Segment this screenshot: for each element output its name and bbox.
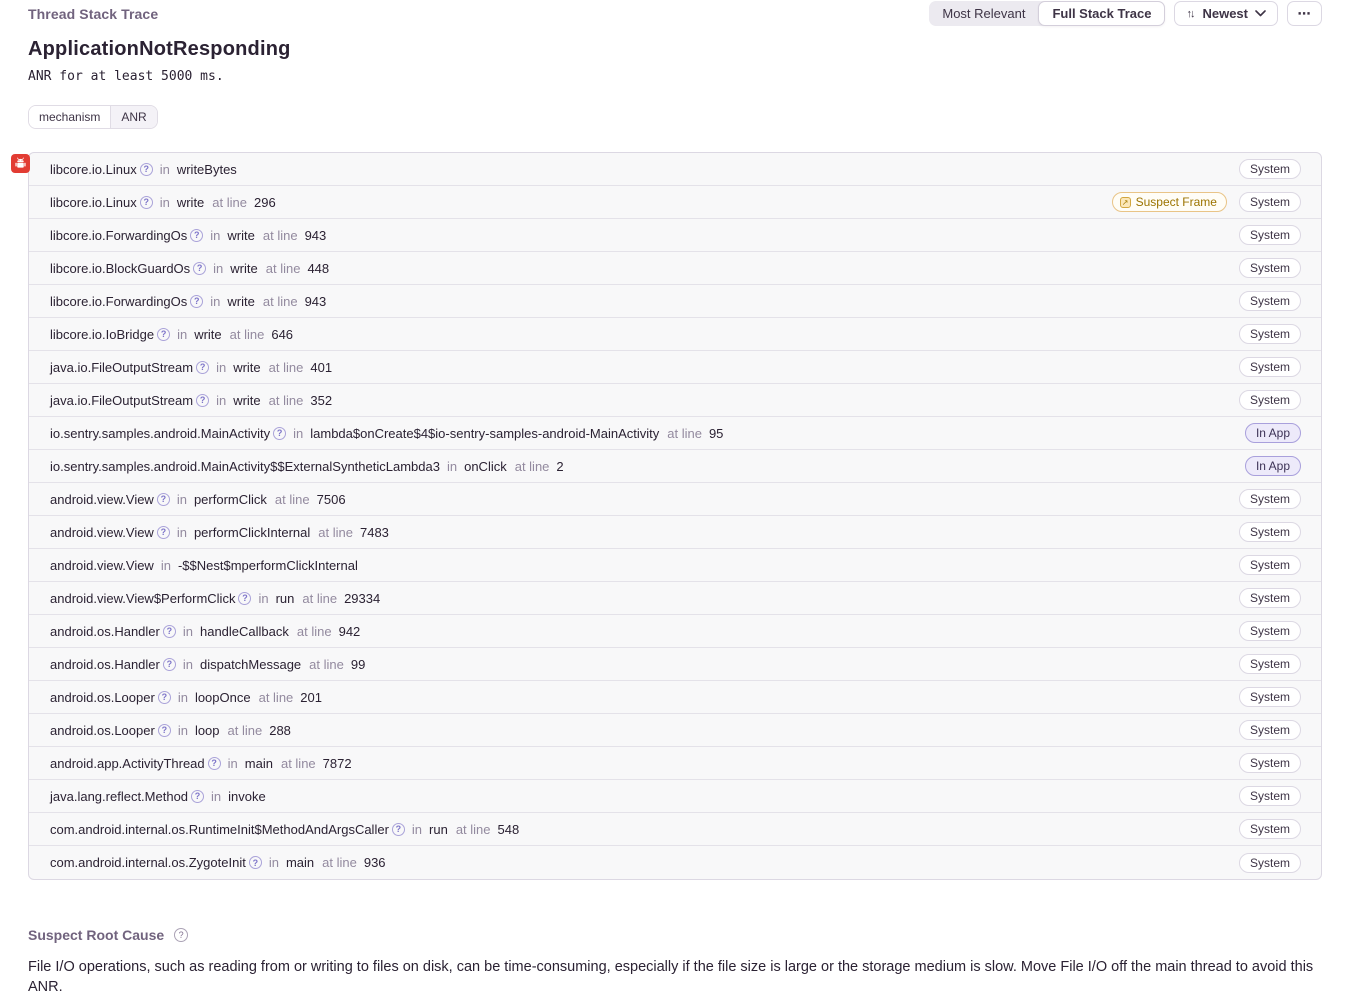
frame-module: android.app.ActivityThread [50, 755, 205, 771]
help-icon[interactable]: ? [249, 856, 262, 869]
frame-at-line-label: at line [514, 458, 550, 474]
frame-line-number: 448 [307, 260, 330, 276]
frame-line-number: 7506 [316, 491, 346, 507]
frame-in-keyword: in [159, 161, 170, 177]
frame-line-number: 201 [300, 689, 322, 705]
frame-in-keyword: in [160, 557, 171, 573]
stack-frame-row[interactable] [29, 318, 1321, 351]
frame-function: main [285, 855, 315, 870]
frame-function: run [275, 590, 295, 606]
frame-at-line-label: at line [258, 689, 294, 705]
stack-frame-row[interactable] [29, 219, 1321, 252]
suspect-root-cause-label: Suspect Root Cause [28, 927, 165, 943]
frame-line-number: 943 [304, 227, 327, 243]
frame-in-keyword: in [176, 524, 187, 540]
frame-function: performClickInternal [193, 524, 311, 540]
view-toggle [929, 1, 1165, 26]
stack-frame-row[interactable] [29, 582, 1321, 615]
frame-origin-badge: System [1239, 555, 1301, 575]
stack-frame-row[interactable] [29, 516, 1321, 549]
help-icon[interactable]: ? [163, 658, 176, 671]
help-icon[interactable]: ? [193, 262, 206, 275]
frame-badges [1239, 753, 1301, 773]
help-icon[interactable]: ? [158, 691, 171, 704]
stack-frame-row[interactable] [29, 186, 1321, 219]
frame-module: java.lang.reflect.Method [50, 788, 189, 804]
frame-badges [1239, 390, 1301, 410]
frame-function: dispatchMessage [199, 656, 302, 672]
frame-badges [1245, 423, 1301, 443]
frame-at-line-label: at line [302, 590, 338, 606]
frame-module: libcore.io.ForwardingOs [50, 227, 188, 243]
frame-at-line-label: at line [296, 623, 332, 639]
ellipsis-icon: ⋯ [1297, 5, 1312, 21]
help-icon[interactable]: ? [157, 526, 170, 539]
frame-origin-badge: System [1239, 621, 1301, 641]
frame-badges [1239, 621, 1301, 641]
help-icon[interactable]: ? [140, 196, 153, 209]
frame-in-keyword: in [411, 821, 423, 837]
frame-line-number: 942 [338, 623, 361, 639]
help-icon[interactable]: ? [174, 928, 188, 942]
frame-at-line-label: at line [280, 755, 316, 771]
frame-function: lambda$onCreate$4$io-sentry-samples-android-MainActivity [310, 425, 660, 441]
frame-line-number: 943 [304, 293, 327, 309]
frame-module: libcore.io.IoBridge [50, 326, 155, 342]
help-icon[interactable]: ? [190, 229, 203, 242]
frame-in-keyword: in [176, 491, 187, 507]
frame-in-keyword: in [177, 722, 188, 738]
mechanism-tag[interactable] [28, 105, 158, 129]
frame-badges [1239, 819, 1301, 839]
frame-function: handleCallback [199, 623, 289, 639]
frame-at-line-label: at line [318, 524, 353, 540]
frame-module: android.view.View [50, 557, 154, 573]
frame-badges [1239, 654, 1301, 674]
frame-function: main [244, 755, 273, 771]
frame-module: java.io.FileOutputStream [50, 359, 194, 375]
frame-at-line-label: at line [262, 293, 298, 309]
frame-badges [1239, 522, 1301, 542]
frame-function: write [233, 359, 261, 375]
frame-in-keyword: in [213, 260, 224, 276]
help-icon[interactable]: ? [140, 163, 153, 176]
frame-at-line-label: at line [667, 425, 702, 441]
stack-frame-row[interactable] [29, 846, 1321, 879]
help-icon[interactable]: ? [157, 493, 170, 506]
frame-line-number: 29334 [344, 590, 381, 606]
frame-function: writeBytes [176, 161, 237, 177]
frame-origin-badge: In App [1245, 456, 1301, 476]
panel-header [28, 0, 1322, 26]
frame-badges [1239, 720, 1301, 740]
help-icon[interactable]: ? [238, 592, 251, 605]
frame-function: onClick [464, 458, 507, 474]
frame-origin-badge: System [1239, 687, 1301, 707]
frame-badges [1239, 159, 1301, 179]
stack-frame-row[interactable] [29, 483, 1321, 516]
frame-module: io.sentry.samples.android.MainActivity$$ExternalSyntheticLambda3 [50, 458, 440, 474]
frame-badges [1239, 555, 1301, 575]
stack-frame-row[interactable] [29, 153, 1321, 186]
frame-module: libcore.io.Linux [50, 161, 137, 177]
frame-badges [1112, 192, 1301, 212]
frame-line-number: 401 [310, 359, 333, 375]
frame-origin-badge: System [1239, 588, 1301, 608]
frame-module: android.view.View [50, 491, 154, 507]
frame-line-number: 296 [254, 194, 276, 210]
stack-frame-row[interactable] [29, 780, 1321, 813]
frame-badges [1239, 258, 1301, 278]
suspect-frame-label: Suspect Frame [1135, 195, 1217, 209]
help-icon[interactable]: ? [273, 427, 286, 440]
frame-origin-badge: System [1239, 819, 1301, 839]
frame-origin-badge: System [1239, 720, 1301, 740]
frame-badges [1245, 456, 1301, 476]
suspect-root-cause-section [28, 927, 1322, 997]
frame-badges [1239, 324, 1301, 344]
frame-at-line-label: at line [455, 821, 491, 837]
tag-value: ANR [111, 106, 156, 128]
sort-label: Newest [1202, 6, 1248, 21]
sort-arrows-icon: ↑↓ [1186, 7, 1194, 20]
frame-in-keyword: in [216, 392, 227, 408]
frame-at-line-label: at line [227, 722, 263, 738]
frame-badges [1239, 489, 1301, 509]
frame-module: libcore.io.Linux [50, 194, 137, 210]
frame-module: android.view.View$PerformClick [50, 590, 236, 606]
help-icon[interactable]: ? [196, 394, 209, 407]
frame-module: libcore.io.BlockGuardOs [50, 260, 191, 276]
frame-in-keyword: in [216, 359, 227, 375]
frame-badges [1239, 225, 1301, 245]
stack-frame-row[interactable] [29, 285, 1321, 318]
frame-in-keyword: in [293, 425, 304, 441]
frame-line-number: 95 [708, 425, 724, 441]
frame-at-line-label: at line [274, 491, 310, 507]
frame-in-keyword: in [258, 590, 269, 606]
header-controls [929, 1, 1322, 26]
frame-badges [1239, 853, 1301, 873]
android-platform-icon [11, 154, 30, 173]
frame-line-number: 936 [363, 855, 386, 870]
frame-in-keyword: in [182, 623, 193, 639]
frame-line-number: 548 [497, 821, 520, 837]
frame-module: android.os.Looper [50, 722, 155, 738]
frame-origin-badge: System [1239, 357, 1301, 377]
help-icon[interactable]: ? [191, 790, 204, 803]
stack-frame-row[interactable] [29, 417, 1321, 450]
tag-key: mechanism [29, 106, 111, 128]
frame-in-keyword: in [268, 855, 279, 870]
frame-line-number: 646 [271, 326, 294, 342]
frame-function: -$$Nest$mperformClickInternal [177, 557, 358, 573]
frame-in-keyword: in [446, 458, 458, 474]
frame-at-line-label: at line [268, 359, 304, 375]
frame-origin-badge: In App [1245, 423, 1301, 443]
frame-at-line-label: at line [212, 194, 247, 210]
frame-in-keyword: in [177, 689, 188, 705]
frame-in-keyword: in [182, 656, 193, 672]
frame-in-keyword: in [159, 194, 170, 210]
frame-module: android.os.Handler [50, 656, 160, 672]
frame-origin-badge: System [1239, 753, 1301, 773]
frame-origin-badge: System [1239, 390, 1301, 410]
frame-origin-badge: System [1239, 291, 1301, 311]
frame-function: loop [194, 722, 220, 738]
frame-origin-badge: System [1239, 324, 1301, 344]
help-icon[interactable]: ? [208, 757, 221, 770]
suspect-frame-badge[interactable] [1112, 192, 1227, 212]
frame-origin-badge: System [1239, 159, 1301, 179]
stack-frame-row[interactable] [29, 615, 1321, 648]
frame-badges [1239, 786, 1301, 806]
frame-line-number: 288 [269, 722, 291, 738]
frame-function: loopOnce [194, 689, 251, 705]
frame-at-line-label: at line [262, 227, 298, 243]
frame-in-keyword: in [210, 227, 221, 243]
frame-function: write [233, 392, 261, 408]
stack-frame-row[interactable] [29, 450, 1321, 483]
stack-frame-row[interactable] [29, 747, 1321, 780]
suspect-root-cause-title [28, 927, 1322, 943]
help-icon[interactable]: ? [190, 295, 203, 308]
stack-frame-row[interactable] [29, 648, 1321, 681]
frame-in-keyword: in [227, 755, 238, 771]
more-options-button[interactable] [1287, 1, 1322, 26]
help-icon[interactable]: ? [158, 724, 171, 737]
frame-module: android.os.Looper [50, 689, 155, 705]
frame-line-number: 7872 [322, 755, 352, 771]
frame-origin-badge: System [1239, 786, 1301, 806]
panel-title: Thread Stack Trace [28, 6, 159, 22]
frame-at-line-label: at line [265, 260, 301, 276]
stack-frame-row[interactable] [29, 813, 1321, 846]
sort-button[interactable] [1174, 1, 1278, 26]
frame-module: libcore.io.ForwardingOs [50, 293, 188, 309]
frame-origin-badge: System [1239, 522, 1301, 542]
frame-at-line-label: at line [309, 656, 344, 672]
help-icon[interactable]: ? [157, 328, 170, 341]
frame-badges [1239, 357, 1301, 377]
frame-in-keyword: in [211, 788, 222, 804]
frame-module: android.view.View [50, 524, 154, 540]
frame-origin-badge: System [1239, 225, 1301, 245]
frame-function: write [230, 260, 258, 276]
frame-origin-badge: System [1239, 853, 1301, 873]
stack-frame-row[interactable] [29, 252, 1321, 285]
frame-line-number: 2 [556, 458, 564, 474]
frame-line-number: 7483 [359, 524, 389, 540]
frame-function: write [227, 227, 255, 243]
frame-at-line-label: at line [229, 326, 265, 342]
help-icon[interactable]: ? [196, 361, 209, 374]
frame-in-keyword: in [177, 326, 188, 342]
stack-frame-row[interactable] [29, 384, 1321, 417]
frame-module: io.sentry.samples.android.MainActivity [50, 425, 271, 441]
frame-origin-badge: System [1239, 258, 1301, 278]
stack-frame-row[interactable] [29, 681, 1321, 714]
help-icon[interactable]: ? [392, 823, 405, 836]
frame-origin-badge: System [1239, 654, 1301, 674]
frame-module: com.android.internal.os.RuntimeInit$MethodAndArgsCaller [50, 821, 389, 837]
suspect-root-cause-description: File I/O operations, such as reading from or writing to files on disk, can be time-consuming, especially if the file size is large or the storage medium is slow. Move File I/O off the main thread to avoid this ANR. [28, 959, 1314, 995]
frame-function: write [194, 326, 222, 342]
stack-trace-list [28, 152, 1322, 880]
tags-row [28, 105, 1322, 129]
frame-function: invoke [228, 788, 266, 804]
chevron-down-icon [1255, 10, 1266, 17]
toggle-most-relevant[interactable]: Most Relevant [942, 6, 1026, 21]
frame-module: android.os.Handler [50, 623, 160, 639]
frame-module: java.io.FileOutputStream [50, 392, 194, 408]
stack-frame-row[interactable] [29, 549, 1321, 582]
frame-function: write [227, 293, 255, 309]
help-icon[interactable]: ? [163, 625, 176, 638]
frame-badges [1239, 687, 1301, 707]
frame-at-line-label: at line [268, 392, 304, 408]
frame-line-number: 352 [310, 392, 333, 408]
frame-function: performClick [193, 491, 267, 507]
frame-at-line-label: at line [322, 855, 357, 870]
frame-in-keyword: in [210, 293, 221, 309]
error-subtitle: ANR for at least 5000 ms. [28, 69, 224, 84]
toggle-full-stack-trace[interactable]: Full Stack Trace [1038, 1, 1165, 26]
frame-module: com.android.internal.os.ZygoteInit [50, 855, 246, 870]
frame-origin-badge: System [1239, 192, 1301, 212]
frame-origin-badge: System [1239, 489, 1301, 509]
error-title: ApplicationNotResponding [28, 38, 291, 60]
frame-function: write [176, 194, 205, 210]
frame-badges [1239, 588, 1301, 608]
frame-badges [1239, 291, 1301, 311]
stack-frame-row[interactable] [29, 714, 1321, 747]
stack-frame-row[interactable] [29, 351, 1321, 384]
external-link-icon: ↗ [1120, 197, 1131, 208]
frame-function: run [429, 821, 448, 837]
frame-line-number: 99 [350, 656, 366, 672]
